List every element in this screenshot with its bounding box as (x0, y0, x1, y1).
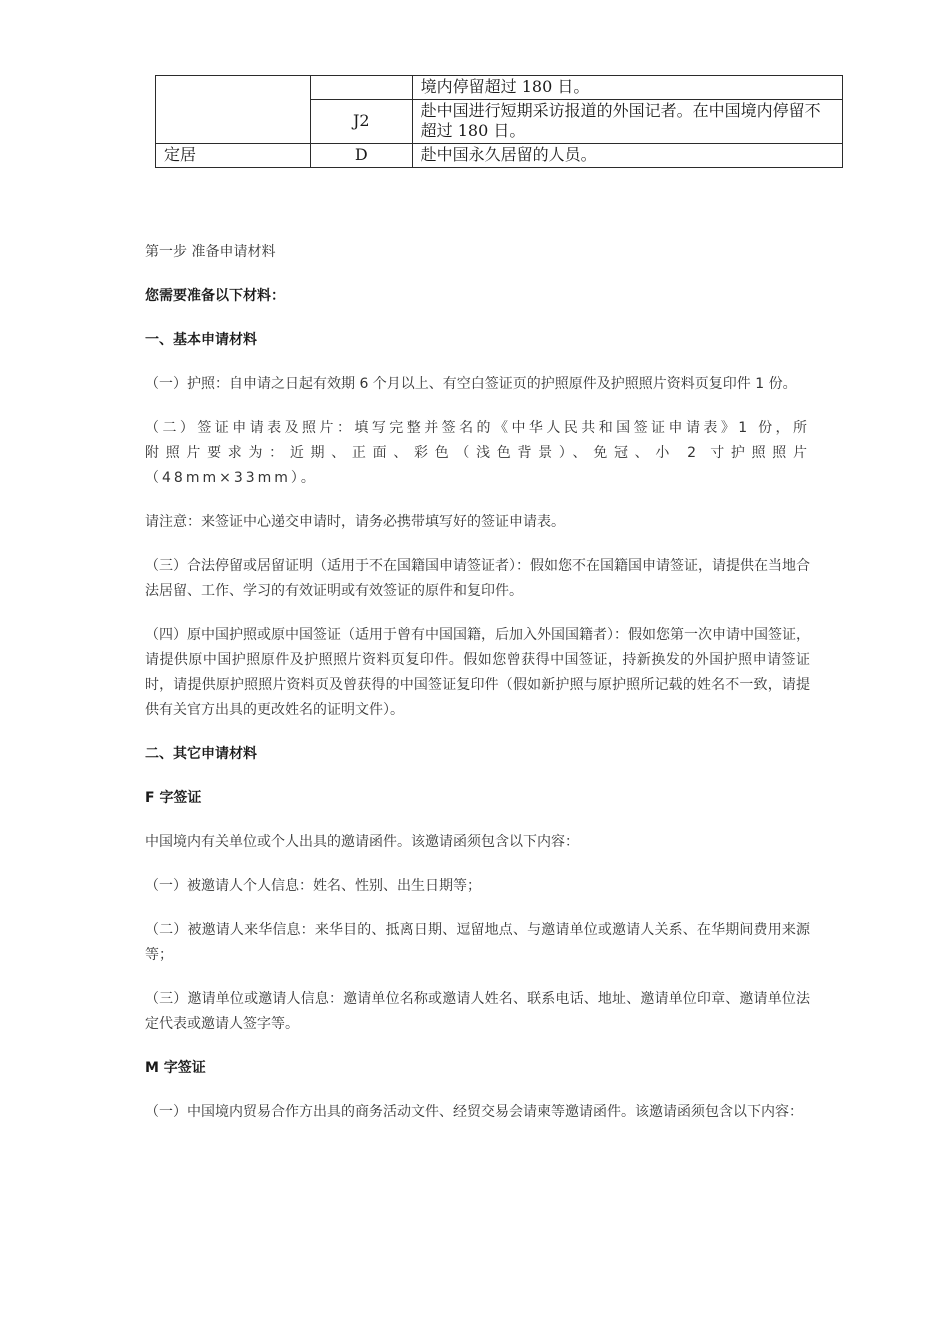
paragraph-note: 请注意：来签证中心递交申请时，请务必携带填写好的签证申请表。 (145, 514, 565, 530)
f-visa-heading: F 字签证 (145, 790, 202, 806)
table-cell-description: 境内停留超过 180 日。 (412, 76, 842, 100)
paragraph-f-intro: 中国境内有关单位或个人出具的邀请函件。该邀请函须包含以下内容： (145, 834, 579, 850)
table-cell-description: 赴中国进行短期采访报道的外国记者。在中国境内停留不超过 180 日。 (412, 100, 842, 144)
table-cell-category (156, 76, 311, 144)
table-cell-category: 定居 (156, 144, 311, 168)
document-body (145, 240, 810, 1144)
paragraph-f-item2: （二）被邀请人来华信息：来华目的、抵离日期、逗留地点、与邀请单位或邀请人关系、在华期间费用来源等； (145, 922, 810, 963)
step-title: 第一步 准备申请材料 (145, 244, 276, 260)
section-heading-basic: 一、基本申请材料 (145, 332, 257, 348)
paragraph-f-item3: （三）邀请单位或邀请人信息：邀请单位名称或邀请人姓名、联系电话、地址、邀请单位印章、邀请单位法定代表或邀请人签字等。 (145, 991, 810, 1032)
table-cell-code: D (310, 144, 412, 168)
table-cell-code (310, 76, 412, 100)
table-cell-code: J2 (310, 100, 412, 144)
paragraph-application-form: （二）签证申请表及照片：填写完整并签名的《中华人民共和国签证申请表》1 份，所附照片要求为：近期、正面、彩色（浅色背景）、免冠、小 2 寸护照照片（48mm×33mm）。 (145, 420, 810, 486)
m-visa-heading: M 字签证 (145, 1060, 206, 1076)
table-row (156, 76, 843, 100)
intro-heading: 您需要准备以下材料： (145, 288, 285, 304)
paragraph-m-item1: （一）中国境内贸易合作方出具的商务活动文件、经贸交易会请柬等邀请函件。该邀请函须包含以下内容： (145, 1104, 803, 1120)
visa-type-table (155, 75, 843, 168)
table-row (156, 144, 843, 168)
paragraph-passport: （一）护照：自申请之日起有效期 6 个月以上、有空白签证页的护照原件及护照照片资料页复印件 1 份。 (145, 376, 797, 392)
paragraph-residence-proof: （三）合法停留或居留证明（适用于不在国籍国申请签证者）：假如您不在国籍国申请签证，请提供在当地合法居留、工作、学习的有效证明或有效签证的原件和复印件。 (145, 558, 810, 599)
table-cell-description: 赴中国永久居留的人员。 (412, 144, 842, 168)
paragraph-former-chinese-passport: （四）原中国护照或原中国签证（适用于曾有中国国籍，后加入外国国籍者）：假如您第一次申请中国签证，请提供原中国护照原件及护照照片资料页复印件。假如您曾获得中国签证，持新换发的外国护照申请签证时，请提供原护照照片资料页及曾获得的中国签证复印件（假如新护照与原护照所记载的姓名不一致，请提供有关官方出具的更改姓名的证明文件）。 (145, 627, 810, 718)
section-heading-other: 二、其它申请材料 (145, 746, 257, 762)
paragraph-f-item1: （一）被邀请人个人信息：姓名、性别、出生日期等； (145, 878, 481, 894)
